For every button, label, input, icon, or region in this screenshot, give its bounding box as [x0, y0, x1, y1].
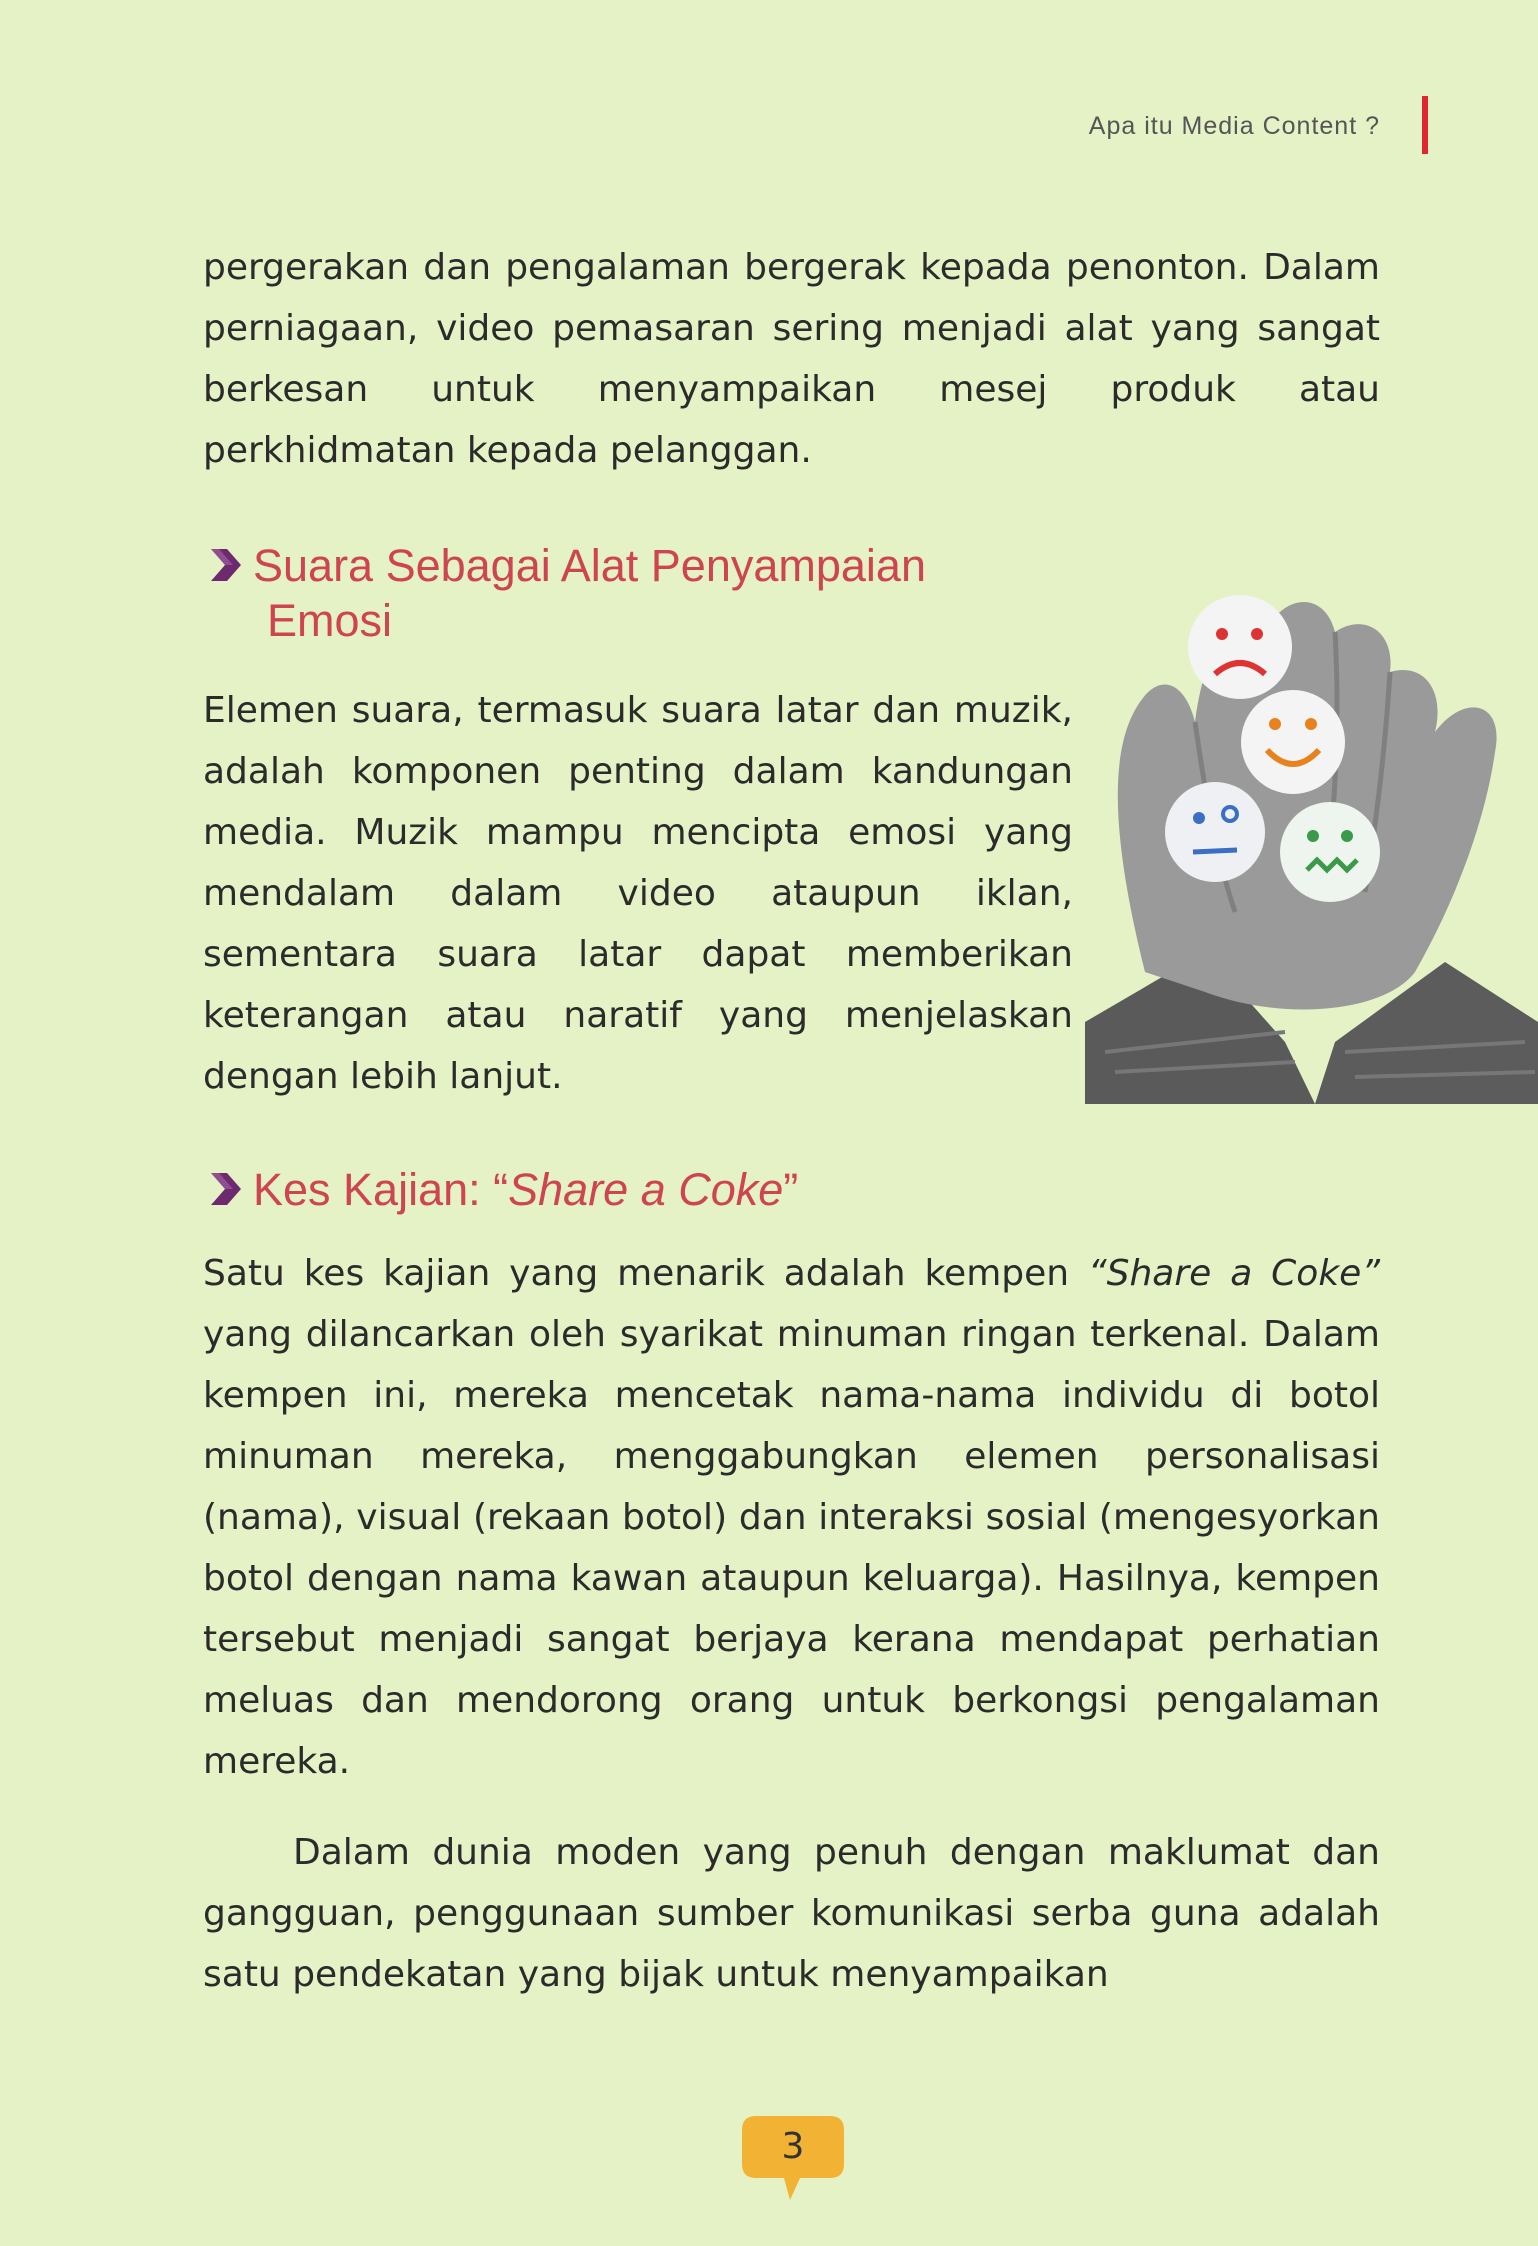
heading-text-italic: Share a Coke [508, 1164, 784, 1215]
confused-face-badge [1165, 782, 1265, 882]
happy-face-badge [1241, 690, 1345, 794]
paragraph-share-a-coke [203, 1243, 1380, 1792]
paragraph-text-after: yang dilancarkan oleh syarikat minuman ringan terkenal. Dalam kempen ini, mereka mencetak nama-nama individu di botol minuman mereka, menggabungkan elemen personalisasi (nama), visual (rekaan botol) dan interaksi sosial (mengesyorkan botol dengan nama kawan ataupun keluarga). Hasilnya, kempen tersebut menjadi sangat berjaya kerana mendapat perhatian meluas dan mendorong orang untuk berkongsi pengalaman mereka. [203, 1314, 1380, 1782]
sad-face-badge [1188, 595, 1292, 699]
sick-face-badge [1280, 802, 1380, 902]
heading-text-prefix: Kes Kajian: “ [253, 1164, 509, 1215]
page-number-badge [738, 2112, 848, 2204]
paragraph-text-before: Satu kes kajian yang menarik adalah kempen [203, 1253, 1088, 1294]
paragraph-suara: Elemen suara, termasuk suara latar dan muzik, adalah komponen penting dalam kandungan media. Muzik mampu mencipta emosi yang mendalam dalam video ataupun iklan, sementara suara latar dapat memberikan keterangan atau naratif yang menjelaskan dengan lebih lanjut. [203, 690, 1073, 1097]
section-heading-kes-kajian [205, 1162, 1105, 1217]
paragraph-dunia-moden: Dalam dunia moden yang penuh dengan maklumat dan gangguan, penggunaan sumber komunikasi serba guna adalah satu pendekatan yang bijak untuk menyampaikan [203, 1832, 1380, 1995]
heading-text-line2: Emosi [267, 595, 393, 646]
header-accent-bar [1422, 96, 1428, 154]
chevron-right-icon [205, 1169, 245, 1209]
page-number: 3 [781, 2126, 805, 2167]
hands-holding-emoji-badges-icon [1085, 552, 1538, 1104]
heading-text-suffix: ” [783, 1164, 799, 1215]
running-header: Apa itu Media Content ? [1088, 112, 1380, 140]
paragraph-video: pergerakan dan pengalaman bergerak kepada penonton. Dalam perniagaan, video pemasaran sering menjadi alat yang sangat berkesan untuk menyampaikan mesej produk atau perkhidmatan kepada pelanggan. [203, 247, 1380, 471]
heading-text-line1: Suara Sebagai Alat Penyampaian [253, 540, 926, 591]
chevron-right-icon [205, 545, 245, 585]
paragraph-text-italic: “Share a Coke” [1087, 1253, 1380, 1294]
section-heading-suara [205, 538, 1105, 648]
